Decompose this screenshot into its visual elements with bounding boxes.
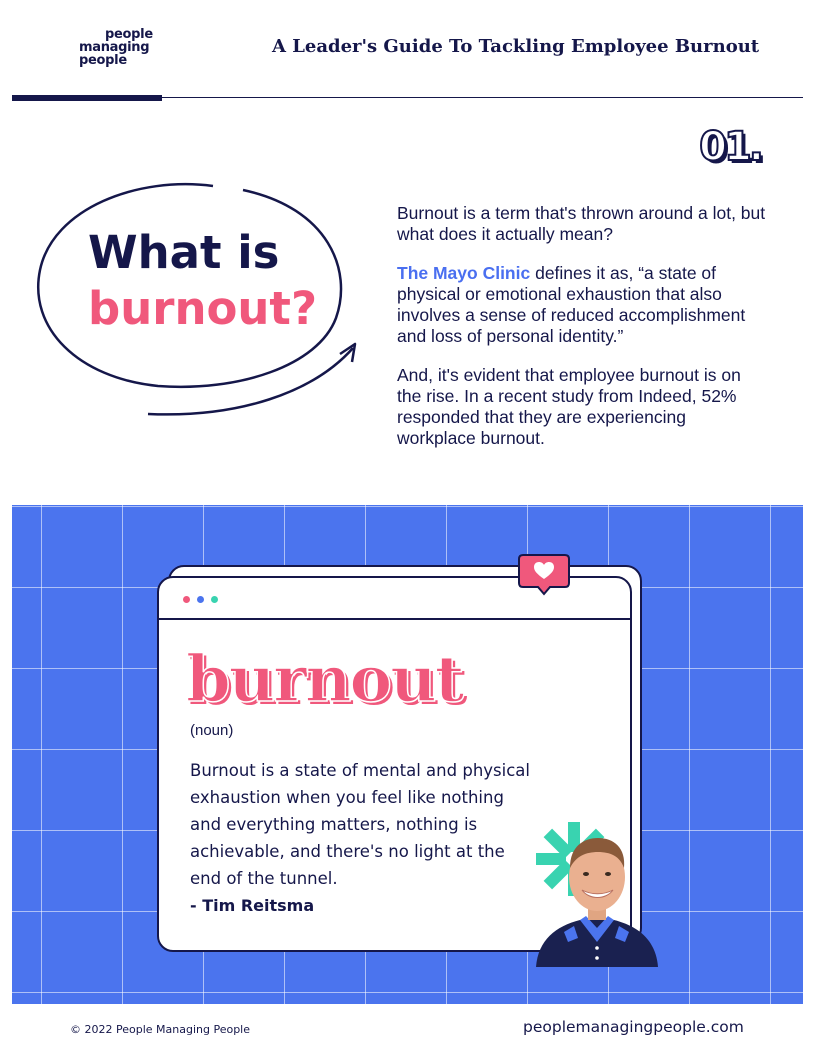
part-of-speech: (noun) <box>190 722 234 739</box>
intro-paragraph-3: And, it's evident that employee burnout is on the rise. In a recent study from Indeed, 52% responded that they are experiencing workplace burnout. <box>397 365 741 448</box>
headline-line-1: What is <box>88 226 280 279</box>
header-rule <box>162 97 803 98</box>
header-rule-accent <box>12 95 162 101</box>
logo-line-1: people <box>105 27 153 42</box>
definition-text: Burnout is a state of mental and physical exhaustion when you feel like nothing and everything matters, nothing is achievable, and there's no light at the end of the tunnel. <box>190 761 530 888</box>
mayo-clinic-link[interactable]: The Mayo Clinic <box>397 263 531 283</box>
definition-word: burnout <box>186 642 463 717</box>
quote-author: - Tim Reitsma <box>190 896 315 915</box>
section-number: 01. <box>699 124 761 170</box>
author-portrait <box>534 822 659 967</box>
section-headline <box>88 225 358 337</box>
window-dot-teal <box>211 596 218 603</box>
intro-paragraph-1: Burnout is a term that's thrown around a lot, but what does it actually mean? <box>397 203 766 244</box>
logo-line-3: people <box>79 53 127 68</box>
intro-paragraph-2 <box>397 263 767 347</box>
website-link[interactable]: peoplemanagingpeople.com <box>523 1018 744 1036</box>
window-dot-red <box>183 596 190 603</box>
logo-line-2: managing <box>79 40 150 55</box>
intro-text <box>397 203 767 467</box>
intro-paragraph-2-text: defines it as, “a state of physical or emotional exhaustion that also involves a sense of reduced accomplishment and loss of personal identity.” <box>397 263 746 346</box>
window-dot-blue <box>197 596 204 603</box>
heart-icon <box>517 553 571 597</box>
copyright-notice: © 2022 People Managing People <box>70 1023 251 1036</box>
brand-logo[interactable] <box>79 28 153 67</box>
document-title: A Leader's Guide To Tackling Employee Burnout <box>272 36 760 57</box>
headline-line-2: burnout? <box>88 282 318 335</box>
card-titlebar-divider <box>159 618 630 620</box>
